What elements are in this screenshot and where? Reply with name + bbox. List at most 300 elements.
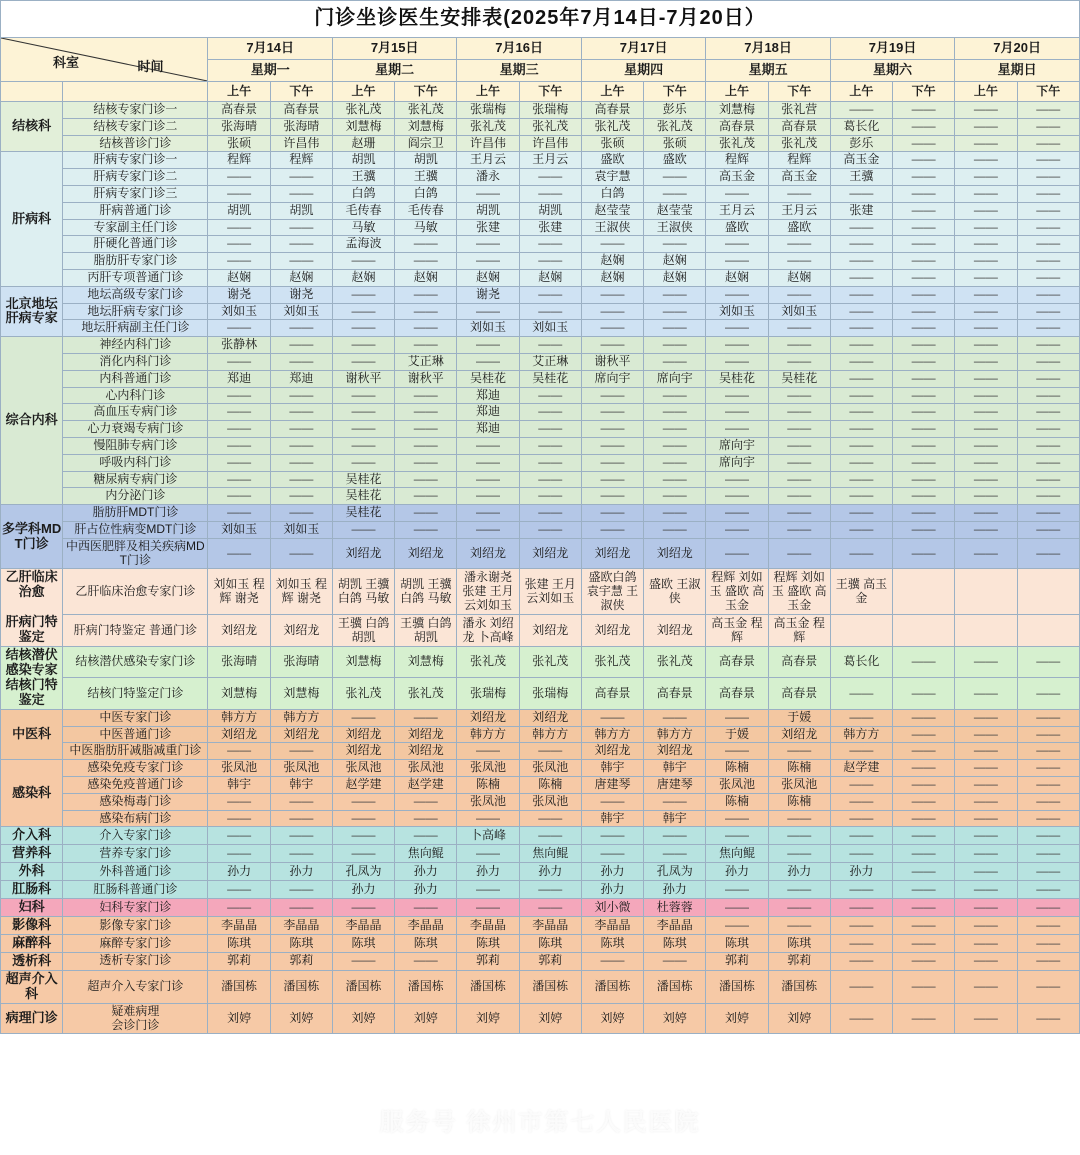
schedule-cell: 袁宇慧 bbox=[581, 169, 643, 186]
clinic-name: 内分泌门诊 bbox=[63, 488, 208, 505]
schedule-cell: —— bbox=[1017, 320, 1079, 337]
table-row bbox=[1, 881, 1080, 899]
schedule-cell: 张瑞梅 bbox=[519, 678, 581, 709]
schedule-cell: 盛欧 bbox=[706, 219, 768, 236]
schedule-cell: —— bbox=[955, 135, 1017, 152]
header-date-7: 7月20日 bbox=[955, 38, 1080, 60]
schedule-cell: —— bbox=[457, 437, 519, 454]
schedule-cell: —— bbox=[1017, 404, 1079, 421]
schedule-cell: —— bbox=[768, 505, 830, 522]
clinic-name: 中医普通门诊 bbox=[63, 726, 208, 743]
schedule-cell: —— bbox=[893, 760, 955, 777]
schedule-cell: 张凤池 bbox=[208, 760, 270, 777]
schedule-cell: 孔凤为 bbox=[332, 863, 394, 881]
schedule-cell: —— bbox=[706, 353, 768, 370]
schedule-cell: 高春景 bbox=[270, 102, 332, 119]
schedule-cell: —— bbox=[208, 505, 270, 522]
schedule-cell: —— bbox=[768, 521, 830, 538]
clinic-name: 中医脂肪肝减脂减重门诊 bbox=[63, 743, 208, 760]
schedule-cell: —— bbox=[1017, 760, 1079, 777]
schedule-cell: 陈楠 bbox=[519, 776, 581, 793]
schedule-cell: 高春景 bbox=[768, 118, 830, 135]
table-row bbox=[1, 569, 1080, 615]
schedule-cell: —— bbox=[395, 709, 457, 726]
schedule-cell: —— bbox=[270, 827, 332, 845]
schedule-cell: —— bbox=[830, 952, 892, 970]
schedule-cell: —— bbox=[644, 387, 706, 404]
schedule-cell: —— bbox=[1017, 917, 1079, 935]
schedule-cell: —— bbox=[706, 917, 768, 935]
schedule-cell: 刘如玉 bbox=[208, 521, 270, 538]
schedule-cell: —— bbox=[955, 917, 1017, 935]
schedule-cell: —— bbox=[457, 353, 519, 370]
clinic-name: 肛肠科普通门诊 bbox=[63, 881, 208, 899]
clinic-name: 呼吸内科门诊 bbox=[63, 454, 208, 471]
schedule-cell: 潘永 bbox=[457, 169, 519, 186]
schedule-cell: —— bbox=[644, 488, 706, 505]
schedule-cell: —— bbox=[955, 863, 1017, 881]
schedule-cell: —— bbox=[332, 437, 394, 454]
schedule-cell: —— bbox=[270, 219, 332, 236]
schedule-cell: 吴桂花 bbox=[768, 370, 830, 387]
schedule-cell: —— bbox=[1017, 952, 1079, 970]
schedule-cell: —— bbox=[955, 353, 1017, 370]
schedule-cell: —— bbox=[893, 202, 955, 219]
schedule-cell: —— bbox=[706, 827, 768, 845]
schedule-cell: —— bbox=[581, 793, 643, 810]
schedule-cell: —— bbox=[768, 881, 830, 899]
schedule-cell: 陈琪 bbox=[644, 934, 706, 952]
schedule-cell: 张建 bbox=[457, 219, 519, 236]
schedule-cell: —— bbox=[644, 286, 706, 303]
schedule-cell: —— bbox=[395, 236, 457, 253]
schedule-cell: 刘慧梅 bbox=[208, 678, 270, 709]
schedule-cell: 韩方方 bbox=[457, 726, 519, 743]
schedule-cell: —— bbox=[519, 810, 581, 827]
schedule-cell: —— bbox=[395, 471, 457, 488]
schedule-cell: 赵娴 bbox=[581, 253, 643, 270]
schedule-cell: —— bbox=[208, 404, 270, 421]
header-week-1: 星期一 bbox=[208, 60, 332, 82]
schedule-cell: 刘慧梅 bbox=[332, 118, 394, 135]
clinic-name: 高血压专病门诊 bbox=[63, 404, 208, 421]
schedule-cell: 彭乐 bbox=[830, 135, 892, 152]
table-row bbox=[1, 253, 1080, 270]
schedule-cell: 程辉 bbox=[270, 152, 332, 169]
clinic-name: 消化内科门诊 bbox=[63, 353, 208, 370]
schedule-cell: —— bbox=[893, 647, 955, 678]
schedule-cell: —— bbox=[1017, 269, 1079, 286]
schedule-cell: —— bbox=[644, 952, 706, 970]
schedule-cell: 阎宗卫 bbox=[395, 135, 457, 152]
schedule-cell: —— bbox=[955, 827, 1017, 845]
clinic-name: 感染布病门诊 bbox=[63, 810, 208, 827]
schedule-cell: 张礼茂 bbox=[644, 647, 706, 678]
schedule-cell: —— bbox=[768, 421, 830, 438]
table-row bbox=[1, 743, 1080, 760]
schedule-cell: 韩方方 bbox=[519, 726, 581, 743]
schedule-cell: 高玉金 程辉 bbox=[706, 615, 768, 647]
schedule-cell: 赵珊 bbox=[332, 135, 394, 152]
clinic-name: 心力衰竭专病门诊 bbox=[63, 421, 208, 438]
schedule-cell: —— bbox=[706, 810, 768, 827]
schedule-cell: —— bbox=[830, 934, 892, 952]
schedule-cell: —— bbox=[519, 421, 581, 438]
schedule-cell: 刘绍龙 bbox=[332, 743, 394, 760]
clinic-name: 结核专家门诊二 bbox=[63, 118, 208, 135]
schedule-cell: 刘小微 bbox=[581, 899, 643, 917]
schedule-cell: —— bbox=[830, 793, 892, 810]
schedule-cell: 孙力 bbox=[768, 863, 830, 881]
schedule-cell: 赵娴 bbox=[270, 269, 332, 286]
schedule-cell: 刘绍龙 bbox=[332, 726, 394, 743]
schedule-cell: 谢秋平 bbox=[332, 370, 394, 387]
schedule-cell: —— bbox=[395, 488, 457, 505]
schedule-cell: 白鸽 bbox=[332, 185, 394, 202]
dept-name: 肛肠科 bbox=[1, 881, 63, 899]
schedule-cell: —— bbox=[1017, 743, 1079, 760]
schedule-cell: 张礼茂 bbox=[395, 678, 457, 709]
schedule-cell: —— bbox=[395, 320, 457, 337]
clinic-name: 内科普通门诊 bbox=[63, 370, 208, 387]
schedule-cell: —— bbox=[830, 421, 892, 438]
clinic-name: 疑难病理 会诊门诊 bbox=[63, 1003, 208, 1034]
schedule-cell: 高春景 bbox=[208, 102, 270, 119]
schedule-cell: 赵娴 bbox=[208, 269, 270, 286]
schedule-cell: —— bbox=[208, 253, 270, 270]
schedule-cell: —— bbox=[955, 169, 1017, 186]
schedule-cell: 胡凯 王骥 白鸽 马敏 bbox=[395, 569, 457, 615]
schedule-cell: 赵娴 bbox=[519, 269, 581, 286]
clinic-name: 超声介入专家门诊 bbox=[63, 970, 208, 1003]
schedule-cell: —— bbox=[208, 387, 270, 404]
schedule-cell: 郭莉 bbox=[706, 952, 768, 970]
watermark: 服务号 徐州市第七人民医院 bbox=[379, 1109, 701, 1136]
schedule-cell: —— bbox=[893, 952, 955, 970]
schedule-cell: —— bbox=[270, 743, 332, 760]
schedule-cell: 许昌伟 bbox=[270, 135, 332, 152]
schedule-cell: —— bbox=[1017, 169, 1079, 186]
table-row bbox=[1, 421, 1080, 438]
schedule-cell: 孙力 bbox=[208, 863, 270, 881]
schedule-cell: —— bbox=[955, 320, 1017, 337]
schedule-cell: —— bbox=[644, 845, 706, 863]
schedule-cell: 潘国栋 bbox=[457, 970, 519, 1003]
schedule-cell: 张凤池 bbox=[519, 793, 581, 810]
schedule-cell: 刘绍龙 bbox=[519, 709, 581, 726]
header-half-6-1: 上午 bbox=[830, 82, 892, 102]
schedule-cell: —— bbox=[830, 970, 892, 1003]
schedule-cell: —— bbox=[457, 881, 519, 899]
schedule-cell: 李晶晶 bbox=[395, 917, 457, 935]
schedule-cell: —— bbox=[519, 743, 581, 760]
schedule-cell: —— bbox=[208, 437, 270, 454]
schedule-cell: —— bbox=[519, 185, 581, 202]
schedule-cell: 吴桂花 bbox=[706, 370, 768, 387]
schedule-cell: 赵学建 bbox=[395, 776, 457, 793]
clinic-name: 中西医肥胖及相关疾病MDT门诊 bbox=[63, 538, 208, 569]
schedule-cell: 盛欧 bbox=[581, 152, 643, 169]
header-half-7-2: 下午 bbox=[1017, 82, 1079, 102]
schedule-cell: —— bbox=[581, 337, 643, 354]
schedule-cell: —— bbox=[1017, 303, 1079, 320]
schedule-cell: 李晶晶 bbox=[332, 917, 394, 935]
clinic-name: 肝病专家门诊三 bbox=[63, 185, 208, 202]
schedule-cell: —— bbox=[893, 934, 955, 952]
schedule-cell: 刘如玉 程辉 谢尧 bbox=[270, 569, 332, 615]
schedule-cell: —— bbox=[830, 827, 892, 845]
clinic-name: 肝病专家门诊一 bbox=[63, 152, 208, 169]
schedule-cell: —— bbox=[395, 303, 457, 320]
schedule-cell: —— bbox=[581, 505, 643, 522]
schedule-cell: —— bbox=[644, 471, 706, 488]
schedule-cell: 赵娴 bbox=[768, 269, 830, 286]
schedule-cell: 程辉 bbox=[208, 152, 270, 169]
header-week-3: 星期三 bbox=[457, 60, 581, 82]
schedule-cell: —— bbox=[1017, 219, 1079, 236]
schedule-cell: 张礼茂 bbox=[644, 118, 706, 135]
schedule-cell: —— bbox=[706, 404, 768, 421]
schedule-cell: 韩宇 bbox=[208, 776, 270, 793]
schedule-cell: 王月云 bbox=[706, 202, 768, 219]
header-date-6: 7月19日 bbox=[830, 38, 954, 60]
schedule-cell: —— bbox=[955, 219, 1017, 236]
schedule-cell: —— bbox=[270, 845, 332, 863]
clinic-name: 脂肪肝专家门诊 bbox=[63, 253, 208, 270]
schedule-cell: —— bbox=[644, 236, 706, 253]
schedule-cell: 吴桂花 bbox=[457, 370, 519, 387]
schedule-cell: —— bbox=[208, 881, 270, 899]
table-row bbox=[1, 793, 1080, 810]
schedule-cell: —— bbox=[395, 253, 457, 270]
schedule-cell: —— bbox=[893, 337, 955, 354]
schedule-cell: —— bbox=[955, 538, 1017, 569]
clinic-name: 肝占位性病变MDT门诊 bbox=[63, 521, 208, 538]
schedule-cell: 陈楠 bbox=[706, 760, 768, 777]
table-row bbox=[1, 709, 1080, 726]
schedule-cell: 刘绍龙 bbox=[395, 726, 457, 743]
schedule-cell: —— bbox=[581, 236, 643, 253]
schedule-cell: 胡凯 bbox=[208, 202, 270, 219]
schedule-cell: 潘永谢尧 张建 王月云刘如玉 bbox=[457, 569, 519, 615]
schedule-cell: —— bbox=[706, 387, 768, 404]
schedule-cell: —— bbox=[893, 320, 955, 337]
schedule-cell: 胡凯 bbox=[457, 202, 519, 219]
table-row bbox=[1, 827, 1080, 845]
schedule-cell: 李晶晶 bbox=[581, 917, 643, 935]
schedule-cell: —— bbox=[706, 521, 768, 538]
schedule-cell: 张凤池 bbox=[270, 760, 332, 777]
clinic-name: 结核潜伏感染专家门诊 bbox=[63, 647, 208, 678]
schedule-cell: 潘国栋 bbox=[395, 970, 457, 1003]
clinic-name: 心内科门诊 bbox=[63, 387, 208, 404]
schedule-cell: —— bbox=[644, 421, 706, 438]
clinic-name: 肝硬化普通门诊 bbox=[63, 236, 208, 253]
table-row bbox=[1, 169, 1080, 186]
corner-label-time: 时间 bbox=[137, 59, 164, 74]
schedule-cell: 王骥 bbox=[830, 169, 892, 186]
schedule-cell: —— bbox=[270, 337, 332, 354]
schedule-cell bbox=[955, 615, 1017, 647]
schedule-cell: —— bbox=[208, 488, 270, 505]
schedule-cell: —— bbox=[706, 236, 768, 253]
schedule-cell: 王淑侠 bbox=[644, 219, 706, 236]
schedule-cell: 杜蓉蓉 bbox=[644, 899, 706, 917]
schedule-cell: 赵娴 bbox=[332, 269, 394, 286]
schedule-cell: 郭莉 bbox=[270, 952, 332, 970]
table-row bbox=[1, 863, 1080, 881]
clinic-name: 结核普诊门诊 bbox=[63, 135, 208, 152]
schedule-cell: 张海晴 bbox=[208, 647, 270, 678]
schedule-cell: 刘绍龙 bbox=[768, 726, 830, 743]
schedule-cell: —— bbox=[208, 793, 270, 810]
schedule-cell: 王骥 高玉金 bbox=[830, 569, 892, 615]
schedule-cell: —— bbox=[208, 810, 270, 827]
schedule-cell: 张硕 bbox=[581, 135, 643, 152]
schedule-cell: —— bbox=[955, 743, 1017, 760]
clinic-name: 中医专家门诊 bbox=[63, 709, 208, 726]
header-half-7-1: 上午 bbox=[955, 82, 1017, 102]
dept-name: 麻醉科 bbox=[1, 934, 63, 952]
header-date-1: 7月14日 bbox=[208, 38, 332, 60]
schedule-cell: —— bbox=[955, 471, 1017, 488]
clinic-name: 肝病普通门诊 bbox=[63, 202, 208, 219]
clinic-name: 肝病门特鉴定 普通门诊 bbox=[63, 615, 208, 647]
schedule-cell: 李晶晶 bbox=[457, 917, 519, 935]
clinic-name: 感染免疫普通门诊 bbox=[63, 776, 208, 793]
schedule-cell: —— bbox=[581, 320, 643, 337]
table-row bbox=[1, 202, 1080, 219]
schedule-cell: 陈楠 bbox=[768, 793, 830, 810]
schedule-cell: 胡凯 bbox=[395, 152, 457, 169]
schedule-cell: —— bbox=[768, 185, 830, 202]
schedule-cell: —— bbox=[893, 827, 955, 845]
schedule-cell: —— bbox=[893, 726, 955, 743]
schedule-cell: 潘国栋 bbox=[581, 970, 643, 1003]
schedule-cell: 刘绍龙 bbox=[457, 538, 519, 569]
header-half-4-2: 下午 bbox=[644, 82, 706, 102]
schedule-cell: 葛长化 bbox=[830, 118, 892, 135]
schedule-cell: 程辉 bbox=[706, 152, 768, 169]
schedule-cell: 郭莉 bbox=[768, 952, 830, 970]
schedule-cell: —— bbox=[893, 421, 955, 438]
clinic-name: 专家副主任门诊 bbox=[63, 219, 208, 236]
schedule-cell: 张凤池 bbox=[519, 760, 581, 777]
schedule-cell: —— bbox=[1017, 1003, 1079, 1034]
schedule-cell: —— bbox=[830, 521, 892, 538]
schedule-cell: —— bbox=[768, 253, 830, 270]
table-row bbox=[1, 135, 1080, 152]
schedule-cell: —— bbox=[457, 337, 519, 354]
schedule-cell: 张凤池 bbox=[457, 760, 519, 777]
schedule-cell: 孙力 bbox=[644, 881, 706, 899]
header-half-2-2: 下午 bbox=[395, 82, 457, 102]
schedule-cell: 陈楠 bbox=[706, 793, 768, 810]
schedule-cell: —— bbox=[332, 827, 394, 845]
schedule-cell: —— bbox=[519, 169, 581, 186]
header-half-6-2: 下午 bbox=[893, 82, 955, 102]
schedule-cell: —— bbox=[830, 709, 892, 726]
schedule-cell: 陈楠 bbox=[457, 776, 519, 793]
schedule-cell: 张海晴 bbox=[208, 118, 270, 135]
header-half-3-2: 下午 bbox=[519, 82, 581, 102]
schedule-cell: —— bbox=[519, 899, 581, 917]
dept-name: 妇科 bbox=[1, 899, 63, 917]
schedule-cell: 韩宇 bbox=[581, 810, 643, 827]
schedule-cell: —— bbox=[581, 303, 643, 320]
dept-name: 外科 bbox=[1, 863, 63, 881]
schedule-cell: 于媛 bbox=[706, 726, 768, 743]
schedule-cell: —— bbox=[332, 253, 394, 270]
schedule-cell: 高春景 bbox=[706, 647, 768, 678]
schedule-cell: 盛欧白鸽 袁宇慧 王淑侠 bbox=[581, 569, 643, 615]
schedule-cell: 张建 bbox=[519, 219, 581, 236]
schedule-cell: —— bbox=[270, 881, 332, 899]
schedule-cell: —— bbox=[1017, 505, 1079, 522]
schedule-cell: 李晶晶 bbox=[208, 917, 270, 935]
table-row bbox=[1, 726, 1080, 743]
schedule-cell: —— bbox=[270, 538, 332, 569]
schedule-cell: 赵娴 bbox=[706, 269, 768, 286]
schedule-cell: 张瑞梅 bbox=[457, 102, 519, 119]
schedule-cell: 刘婷 bbox=[581, 1003, 643, 1034]
schedule-cell: —— bbox=[270, 353, 332, 370]
schedule-cell: 张凤池 bbox=[332, 760, 394, 777]
schedule-cell: 刘绍龙 bbox=[208, 726, 270, 743]
schedule-cell: —— bbox=[270, 236, 332, 253]
schedule-cell: 李晶晶 bbox=[270, 917, 332, 935]
schedule-cell: 郑迪 bbox=[208, 370, 270, 387]
corner-header bbox=[1, 38, 208, 82]
schedule-cell: —— bbox=[395, 793, 457, 810]
schedule-cell: —— bbox=[893, 505, 955, 522]
schedule-cell: 张建 bbox=[830, 202, 892, 219]
schedule-cell: —— bbox=[768, 810, 830, 827]
schedule-cell: —— bbox=[1017, 863, 1079, 881]
schedule-cell: —— bbox=[395, 421, 457, 438]
schedule-cell: —— bbox=[893, 169, 955, 186]
schedule-cell bbox=[1017, 615, 1079, 647]
schedule-cell: —— bbox=[208, 185, 270, 202]
schedule-cell: 胡凯 bbox=[519, 202, 581, 219]
schedule-cell: —— bbox=[1017, 709, 1079, 726]
schedule-cell: —— bbox=[768, 387, 830, 404]
schedule-cell: —— bbox=[644, 303, 706, 320]
schedule-cell: —— bbox=[208, 454, 270, 471]
schedule-cell: —— bbox=[1017, 118, 1079, 135]
clinic-name: 外科普通门诊 bbox=[63, 863, 208, 881]
schedule-cell: 李晶晶 bbox=[519, 917, 581, 935]
schedule-cell: —— bbox=[1017, 253, 1079, 270]
schedule-cell: —— bbox=[581, 521, 643, 538]
header-half-1-2: 下午 bbox=[270, 82, 332, 102]
schedule-cell: 王骥 白鸽 胡凯 bbox=[395, 615, 457, 647]
schedule-cell: —— bbox=[644, 521, 706, 538]
schedule-cell: —— bbox=[768, 337, 830, 354]
title-row bbox=[1, 1, 1080, 38]
schedule-cell: 赵娴 bbox=[395, 269, 457, 286]
schedule-cell: —— bbox=[644, 337, 706, 354]
schedule-cell bbox=[1017, 569, 1079, 615]
schedule-cell: —— bbox=[893, 303, 955, 320]
schedule-cell: 胡凯 王骥 白鸽 马敏 bbox=[332, 569, 394, 615]
schedule-cell: 潘国栋 bbox=[332, 970, 394, 1003]
schedule-cell: —— bbox=[1017, 454, 1079, 471]
schedule-cell: —— bbox=[893, 471, 955, 488]
schedule-cell: —— bbox=[208, 743, 270, 760]
schedule-cell: —— bbox=[830, 185, 892, 202]
schedule-cell: —— bbox=[768, 320, 830, 337]
